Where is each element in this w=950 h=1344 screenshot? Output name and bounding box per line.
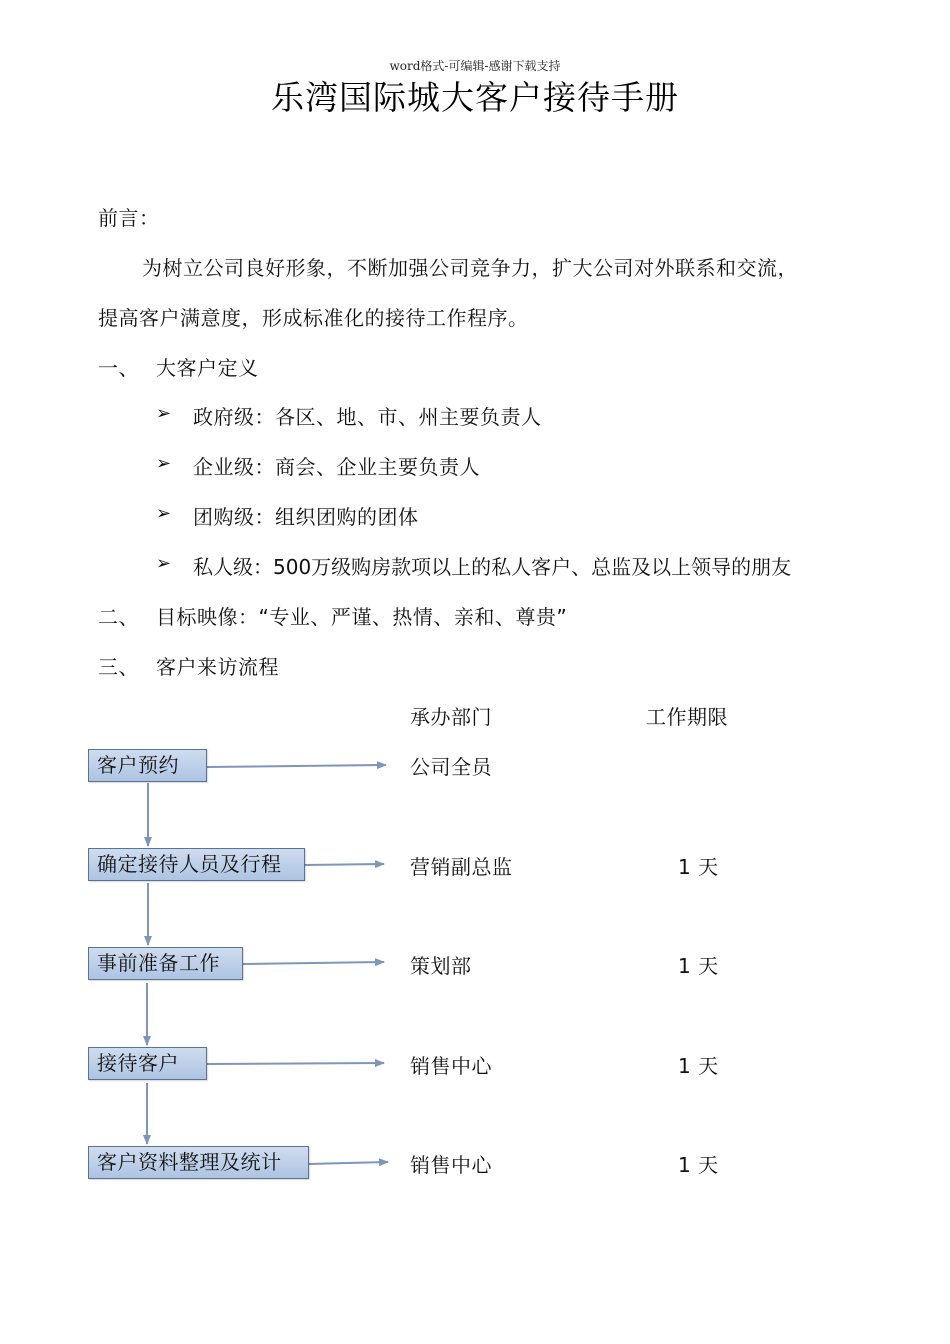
section-1-title: 大客户定义 xyxy=(156,356,259,380)
flow-department: 销售中心 xyxy=(410,1153,492,1177)
definition-item: 政府级：各区、地、市、州主要负责人 xyxy=(193,405,542,429)
flow-department: 营销副总监 xyxy=(410,855,513,879)
definition-item: 私人级：500万级购房款项以上的私人客户、总监及以上领导的朋友 xyxy=(193,555,792,579)
department-header: 承办部门 xyxy=(410,705,492,729)
flow-arrow-right xyxy=(243,962,384,964)
flow-department: 销售中心 xyxy=(410,1054,492,1078)
section-3-title: 客户来访流程 xyxy=(156,655,279,679)
flow-step-box: 接待客户 xyxy=(88,1047,207,1080)
flow-step-box: 事前准备工作 xyxy=(88,947,243,980)
flow-arrow-right xyxy=(207,1063,384,1064)
section-2-number: 二、 xyxy=(98,605,139,629)
section-1-number: 一、 xyxy=(98,356,139,380)
definition-item: 企业级：商会、企业主要负责人 xyxy=(193,455,480,479)
flow-period: 1 天 xyxy=(678,954,719,978)
document-title: 乐湾国际城大客户接待手册 xyxy=(271,78,679,117)
preface-line-1: 为树立公司良好形象，不断加强公司竞争力，扩大公司对外联系和交流， xyxy=(142,256,798,280)
section-2-title: 目标映像：“专业、严谨、热情、亲和、尊贵” xyxy=(156,605,568,629)
watermark: word格式-可编辑-感谢下载支持 xyxy=(389,59,561,73)
arrow-bullet-icon: ➢ xyxy=(156,503,172,524)
flow-step-box: 确定接待人员及行程 xyxy=(88,848,305,881)
flow-department: 公司全员 xyxy=(410,755,492,779)
definition-item: 团购级：组织团购的团体 xyxy=(193,505,419,529)
preface-label: 前言： xyxy=(98,206,160,230)
arrow-bullet-icon: ➢ xyxy=(156,453,172,474)
flow-period: 1 天 xyxy=(678,1153,719,1177)
flow-period: 1 天 xyxy=(678,1054,719,1078)
flow-arrow-right xyxy=(309,1162,388,1164)
period-header: 工作期限 xyxy=(646,705,728,729)
flow-arrow-right xyxy=(207,765,386,767)
flow-department: 策划部 xyxy=(410,954,472,978)
arrow-bullet-icon: ➢ xyxy=(156,403,172,424)
flow-period: 1 天 xyxy=(678,855,719,879)
section-3-number: 三、 xyxy=(98,655,139,679)
flow-step-box: 客户资料整理及统计 xyxy=(88,1146,309,1179)
flow-arrow-right xyxy=(305,864,384,865)
flow-step-box: 客户预约 xyxy=(88,749,207,782)
preface-line-2: 提高客户满意度，形成标准化的接待工作程序。 xyxy=(98,306,529,330)
arrow-bullet-icon: ➢ xyxy=(156,553,172,574)
